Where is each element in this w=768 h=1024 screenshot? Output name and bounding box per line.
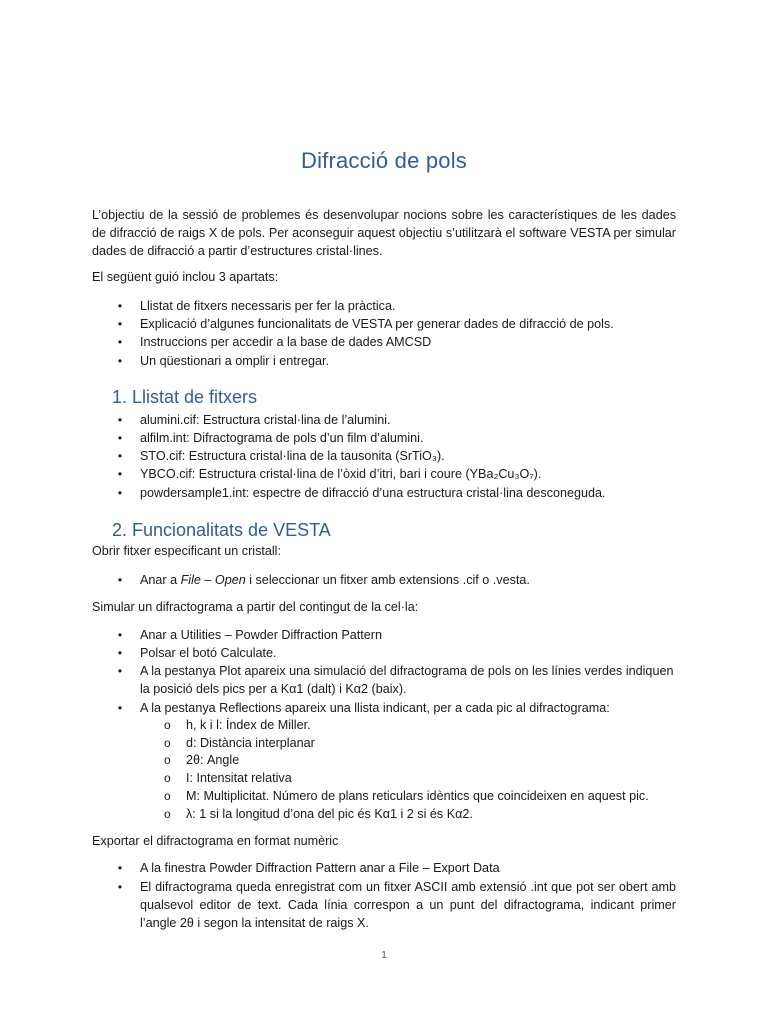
list-item	[117, 626, 676, 644]
list-item-text: Un qüestionari a omplir i entregar.	[140, 354, 330, 368]
list-item	[117, 315, 676, 333]
list-item	[117, 644, 676, 662]
list-item	[117, 352, 676, 370]
bullet-icon: •	[117, 449, 123, 463]
export-intro: Exportar el difractograma en format numèric	[92, 834, 339, 848]
sub-list-item-text: 2θ: Angle	[186, 753, 240, 767]
bullet-icon: •	[117, 880, 123, 894]
bullet-icon: •	[117, 486, 123, 500]
circle-bullet-icon: o	[164, 789, 171, 803]
list-item	[117, 447, 676, 465]
list-item-text: YBCO.cif: Estructura cristal·lina de l’òxid d’itri, bari i coure (YBa₂Cu₃O₇).	[140, 467, 542, 481]
list-item	[117, 411, 676, 429]
bullet-icon: •	[117, 664, 123, 678]
section-title: Llistat de fitxers	[132, 387, 258, 407]
sub-list-item-text: λ: 1 si la longitud d’ona del pic és Kα1 i 2 si és Kα2.	[186, 807, 473, 821]
list-item-text: Llistat de fitxers necessaris per fer la pràctica.	[140, 299, 396, 313]
circle-bullet-icon: o	[164, 718, 171, 732]
sub-list-item	[164, 787, 676, 805]
list-item-text: A la pestanya Plot apareix una simulació del difractograma de pols on les línies verdes indiquen la posició dels pics per a Kα1 (dalt) i Kα2 (baix).	[140, 664, 674, 696]
circle-bullet-icon: o	[164, 771, 171, 785]
open-file-intro: Obrir fitxer especificant un cristall:	[92, 544, 281, 558]
list-item	[117, 878, 676, 932]
list-item	[117, 484, 676, 502]
sub-list-item	[164, 751, 676, 769]
list-item	[117, 465, 676, 483]
list-item	[117, 662, 676, 698]
section-title: Funcionalitats de VESTA	[132, 520, 331, 540]
bullet-icon: •	[117, 354, 123, 368]
sub-list-item	[164, 716, 676, 734]
list-item-text: Explicació d’algunes funcionalitats de VESTA per generar dades de difracció de pols.	[140, 317, 614, 331]
list-item	[117, 859, 676, 877]
section-number: 1.	[112, 387, 128, 407]
bullet-icon: •	[117, 573, 123, 587]
sub-list-item-text: d: Distància interplanar	[186, 736, 315, 750]
list-item-text-suffix: i seleccionar un fitxer amb extensions .cif o .vesta.	[245, 573, 530, 587]
sub-list-item-text: I: Intensitat relativa	[186, 771, 292, 785]
bullet-icon: •	[117, 335, 123, 349]
list-item-text: STO.cif: Estructura cristal·lina de la tausonita (SrTiO₃).	[140, 449, 445, 463]
sub-list-item	[164, 769, 676, 787]
sub-list-item-text: h, k i l: Índex de Miller.	[186, 718, 311, 732]
list-item-text: A la pestanya Reflections apareix una llista indicant, per a cada pic al difractograma:	[140, 701, 610, 715]
bullet-icon: •	[117, 861, 123, 875]
sub-list-item-text: M: Multiplicitat. Número de plans reticulars idèntics que coincideixen en aquest pic.	[186, 789, 649, 803]
document-title: Difracció de pols	[300, 148, 468, 173]
guide-intro: El següent guió inclou 3 apartats:	[92, 270, 279, 284]
list-item	[117, 429, 676, 447]
bullet-icon: •	[117, 628, 123, 642]
list-item	[117, 699, 676, 717]
bullet-icon: •	[117, 701, 123, 715]
circle-bullet-icon: o	[164, 753, 171, 767]
bullet-icon: •	[117, 646, 123, 660]
sub-list-item	[164, 805, 676, 823]
bullet-icon: •	[117, 299, 123, 313]
list-item-text: A la finestra Powder Diffraction Pattern anar a File – Export Data	[140, 861, 500, 875]
circle-bullet-icon: o	[164, 736, 171, 750]
list-item	[117, 297, 676, 315]
circle-bullet-icon: o	[164, 807, 171, 821]
list-item-text: Polsar el botó Calculate.	[140, 646, 277, 660]
simulate-intro: Simular un difractograma a partir del contingut de la cel·la:	[92, 600, 419, 614]
list-item	[117, 571, 676, 589]
list-item-text: alfilm.int: Difractograma de pols d’un film d’alumini.	[140, 431, 424, 445]
menu-path: File – Open	[180, 573, 246, 587]
list-item-text: alumini.cif: Estructura cristal·lina de l’alumini.	[140, 413, 391, 427]
list-item	[117, 333, 676, 351]
section-number: 2.	[112, 520, 128, 540]
list-item-text: Anar a Utilities – Powder Diffraction Pattern	[140, 628, 382, 642]
bullet-icon: •	[117, 431, 123, 445]
list-item-text: El difractograma queda enregistrat com un fitxer ASCII amb extensió .int que pot ser obert amb qualsevol editor de text. Cada línia correspon a un punt del difractograma, indicant primer l’angle 2θ i segon la intensitat de raigs X.	[140, 880, 676, 930]
intro-paragraph: L’objectiu de la sessió de problemes és desenvolupar nocions sobre les característiques de les dades de difracció de raigs X de pols. Per aconseguir aquest objectiu s’utilitzarà el software VESTA per simular dades de difracció a partir d’estructures cristal·lines.	[92, 208, 676, 258]
list-item-text-prefix: Anar a	[140, 573, 181, 587]
bullet-icon: •	[117, 317, 123, 331]
list-item-text: Instruccions per accedir a la base de dades AMCSD	[140, 335, 432, 349]
bullet-icon: •	[117, 467, 123, 481]
sub-list-item	[164, 734, 676, 752]
bullet-icon: •	[117, 413, 123, 427]
list-item-text: powdersample1.int: espectre de difracció d’una estructura cristal·lina desconeguda.	[140, 486, 606, 500]
page-number: 1	[381, 950, 387, 961]
